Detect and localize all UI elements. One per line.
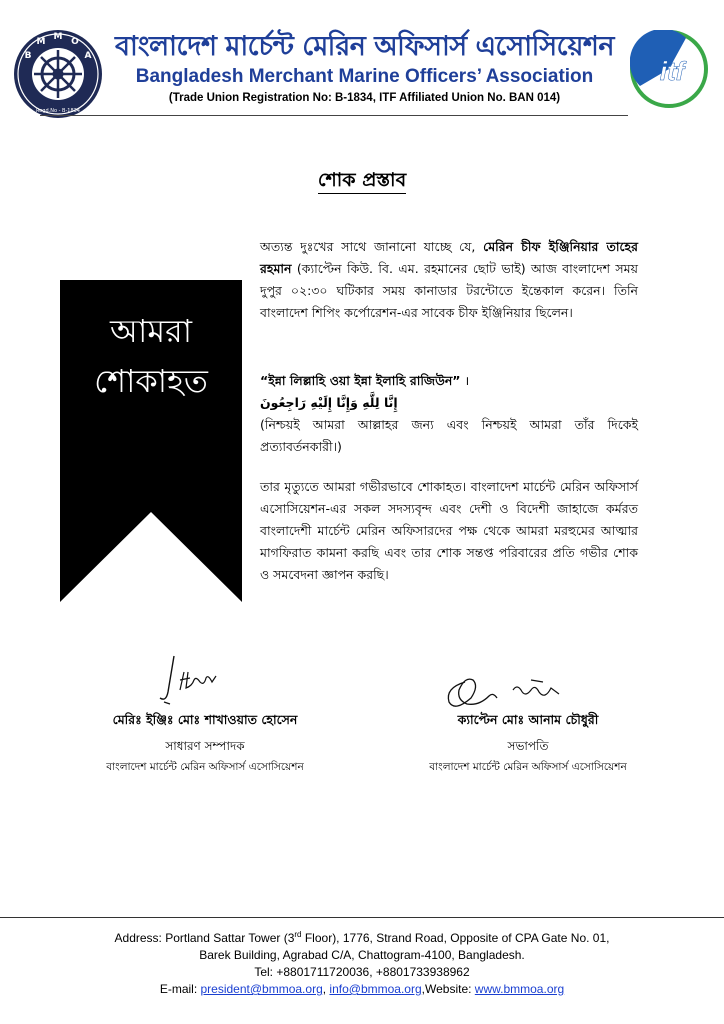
footer-contacts	[0, 982, 724, 996]
logo-letter-3: M	[53, 32, 63, 42]
signatory-left-name: মেরিঃ ইঞ্জিঃ মোঃ শাখাওয়াত হোসেন	[112, 712, 298, 727]
prayer-punctuation: ।	[460, 373, 470, 388]
deceased-name: মেরিন চীফ ইঞ্জিনিয়ার তাহের রহমান	[260, 239, 638, 276]
logo-reg-text: Regd.No - B-1834	[35, 108, 81, 114]
footer-address-line1	[0, 930, 724, 945]
paragraph-condolence: তার মৃত্যুতে আমরা গভীরভাবে শোকাহত। বাংলাদেশ মার্চেন্ট মেরিন অফিসার্স এসোসিয়েশন-এর সকল সদস্যবৃন্দ এবং দেশী ও বিদেশী জাহাজে কর্মরত বাংলাদেশী মার্চেন্ট মেরিন অফিসারদের পক্ষ থেকে আমরা মরহুমের আত্মার মাগফিরাত কামনা করছি এবং তার শোক সন্তপ্ত পরিবারের প্রতি গভীর শোক ও সমবেদনা জ্ঞাপন করছি।	[260, 479, 638, 582]
itf-logo	[630, 30, 708, 108]
ribbon-text-line1: আমরা	[110, 312, 192, 350]
email-president-link[interactable]: president@bmmoa.org	[200, 982, 323, 996]
signatory-right-org: বাংলাদেশ মার্চেন্ট মেরিন অফিসার্স এসোসিয়েশন	[429, 761, 627, 773]
announcement-text-b: (ক্যাপ্টেন কিউ. বি. এম. রহমানের ছোট ভাই) আজ বাংলাদেশ সময় দুপুর ০২:৩০ ঘটিকার সময় কানাডার টরন্টোতে ইন্তেকাল করেন। তিনি বাংলাদেশ শিপিং কর্পোরেশন-এর সাবেক চীফ ইঞ্জিনিয়ার ছিলেন।	[260, 261, 638, 320]
address-part-a: Address: Portland Sattar Tower (3	[114, 931, 295, 945]
association-name-bengali: বাংলাদেশ মার্চেন্ট মেরিন অফিসার্স এসোসিয়েশন	[115, 31, 614, 62]
ship-wheel-icon	[34, 50, 82, 98]
page-title	[0, 166, 724, 198]
footer-divider	[0, 917, 724, 918]
footer-address-line2: Barek Building, Agrabad C/A, Chattogram-4100, Bangladesh.	[199, 948, 525, 962]
signature-president	[435, 672, 575, 714]
logo-letter-1: B	[24, 51, 32, 61]
itf-logo-text: itf	[659, 56, 685, 86]
website-link[interactable]: www.bmmoa.org	[474, 982, 565, 996]
address-superscript: rd	[294, 930, 302, 939]
signatory-right-name: ক্যাপ্টেন মোঃ আনাম চৌধুরী	[457, 712, 599, 727]
prayer-transliteration: “ইন্না লিল্লাহি ওয়া ইন্না ইলাহি রাজিউন”	[260, 373, 461, 388]
paragraph-announcement	[260, 236, 638, 324]
header-divider	[40, 115, 628, 116]
announcement-text-a: অত্যন্ত দুঃখের সাথে জানানো যাচ্ছে যে,	[260, 239, 484, 254]
registration-info: (Trade Union Registration No: B-1834, ITF Affiliated Union No. BAN 014)	[168, 92, 561, 104]
logo-letter-2: M	[36, 37, 46, 47]
page-title-text: শোক প্রস্তাব	[318, 169, 406, 194]
email-info-link[interactable]: info@bmmoa.org	[329, 982, 422, 996]
association-name-english: Bangladesh Merchant Marine Officers’ Association	[135, 66, 594, 87]
website-label: ,Website:	[421, 982, 475, 996]
footer-telephone: Tel: +8801711720036, +8801733938962	[254, 965, 470, 979]
signature-general-secretary	[150, 652, 230, 708]
address-part-b: Floor), 1776, Strand Road, Opposite of CPA Gate No. 01,	[301, 931, 610, 945]
logo-letter-4: O	[71, 37, 79, 47]
signatory-left-role: সাধারণ সম্পাদক	[165, 739, 245, 753]
ribbon-text-line2: শোকাহত	[94, 362, 208, 400]
logo-letter-5: A	[84, 51, 92, 61]
signatory-right-role: সভাপতি	[507, 739, 549, 753]
prayer-arabic: إِنَّا لِلَّهِ وَإِنَّا إِلَيْهِ رَاجِعُونَ	[260, 395, 398, 410]
prayer-translation: (নিশ্চয়ই আমরা আল্লাহর জন্য এবং নিশ্চয়ই আমরা তাঁর দিকেই প্রত্যাবর্তনকারী।)	[260, 417, 638, 454]
email-label: E-mail:	[159, 982, 201, 996]
mourning-ribbon	[60, 280, 242, 602]
signatory-left-org: বাংলাদেশ মার্চেন্ট মেরিন অফিসার্স এসোসিয়েশন	[106, 761, 304, 773]
email-separator: ,	[322, 982, 330, 996]
association-logo	[12, 28, 104, 120]
paragraph-prayer	[260, 370, 638, 458]
